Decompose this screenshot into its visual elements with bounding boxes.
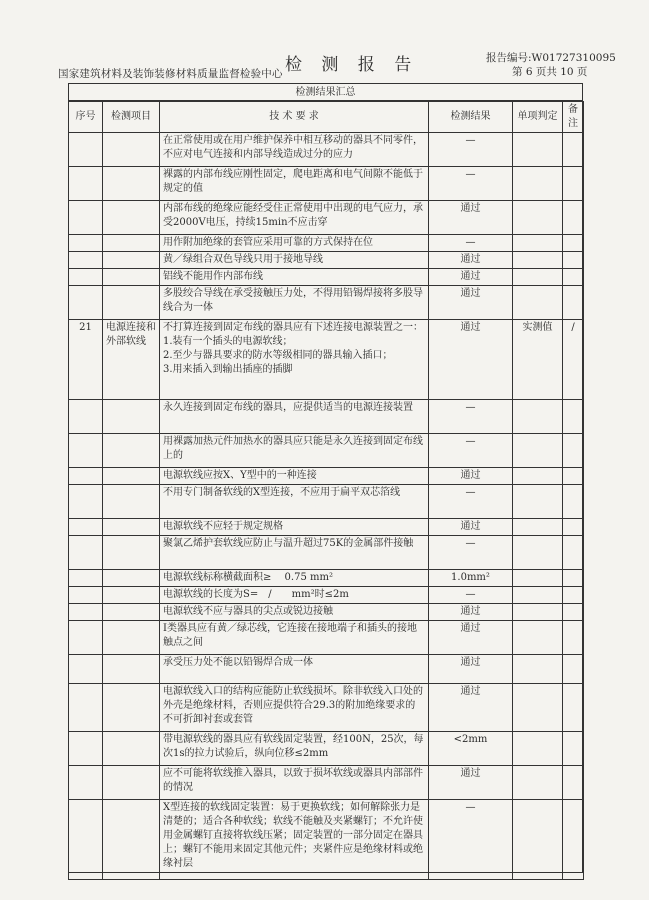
cell-result: 通过 (429, 320, 513, 400)
cell-judgement (513, 434, 563, 468)
cell-judgement (513, 468, 563, 485)
cell-requirement: Ⅰ类器具应有黄／绿芯线，它连接在接地端子和插头的接地触点之间 (160, 621, 429, 655)
cell-result: 通过 (429, 201, 513, 235)
cell-item (103, 570, 160, 587)
cell-seq (69, 133, 103, 167)
cell-note (563, 621, 584, 655)
table-row (69, 587, 584, 604)
results-table (68, 101, 584, 880)
report-number: 报告编号:W01727310095 (486, 52, 616, 64)
cell-requirement: 用作附加绝缘的套管应采用可靠的方式保持在位 (160, 235, 429, 252)
cell-judgement (513, 269, 563, 286)
cell-judgement (513, 201, 563, 235)
table-row (69, 167, 584, 201)
cell-judgement (513, 286, 563, 320)
cell-seq: 21 (69, 320, 103, 400)
organization-name: 国家建筑材料及装饰装修材料质量监督检验中心 (58, 68, 283, 80)
col-header-requirement: 技 术 要 求 (160, 102, 429, 133)
cell-item (103, 269, 160, 286)
cell-requirement: 电源软线标称横截面积≥ 0.75 mm² (160, 570, 429, 587)
cell-note (563, 286, 584, 320)
cell-seq (69, 468, 103, 485)
cell-note (563, 587, 584, 604)
table-row (69, 201, 584, 235)
cell-item (103, 286, 160, 320)
cell-item (103, 732, 160, 766)
col-header-result: 检测结果 (429, 102, 513, 133)
table-row (69, 536, 584, 570)
cell-seq (69, 286, 103, 320)
col-header-note: 备注 (563, 102, 584, 133)
cell-judgement: 实测值 (513, 320, 563, 400)
cell-note (563, 732, 584, 766)
cell-result: <2mm (429, 732, 513, 766)
cell-result: — (429, 800, 513, 880)
cell-requirement: 铝线不能用作内部布线 (160, 269, 429, 286)
cell-requirement: 电源软线的长度为S= / mm²时≤2m (160, 587, 429, 604)
cell-judgement (513, 485, 563, 519)
cell-result: — (429, 133, 513, 167)
cell-result: — (429, 167, 513, 201)
cell-note (563, 570, 584, 587)
table-row (69, 732, 584, 766)
cell-seq (69, 536, 103, 570)
col-header-item: 检测项目 (103, 102, 160, 133)
cell-result: — (429, 485, 513, 519)
table-row (69, 570, 584, 587)
cell-item (103, 621, 160, 655)
cell-seq (69, 167, 103, 201)
cell-judgement (513, 684, 563, 732)
cell-judgement (513, 655, 563, 684)
cell-note (563, 269, 584, 286)
cell-judgement (513, 252, 563, 269)
cell-requirement: 在正常使用或在用户维护保养中相互移动的器具不同零件，不应对电气连接和内部导线造成过分的应力 (160, 133, 429, 167)
table-row (69, 519, 584, 536)
cell-item (103, 684, 160, 732)
cell-seq (69, 604, 103, 621)
cell-note (563, 133, 584, 167)
cell-judgement (513, 604, 563, 621)
cell-result: 通过 (429, 286, 513, 320)
cell-item (103, 655, 160, 684)
cell-result: 通过 (429, 269, 513, 286)
cell-judgement (513, 587, 563, 604)
report-title: 检 测 报 告 (285, 55, 419, 75)
table-row (69, 468, 584, 485)
cell-item (103, 485, 160, 519)
table-row (69, 133, 584, 167)
table-row (69, 621, 584, 655)
table-row (69, 252, 584, 269)
cell-result: 通过 (429, 252, 513, 269)
cell-seq (69, 400, 103, 434)
cell-seq (69, 587, 103, 604)
cell-requirement: 电源软线不应轻于规定规格 (160, 519, 429, 536)
cell-judgement (513, 536, 563, 570)
cell-judgement (513, 400, 563, 434)
cell-seq (69, 800, 103, 880)
page-info: 第 6 页共 10 页 (512, 66, 588, 78)
cell-seq (69, 434, 103, 468)
cell-item (103, 235, 160, 252)
cell-result: 通过 (429, 519, 513, 536)
cell-seq (69, 485, 103, 519)
cell-note (563, 766, 584, 800)
cell-judgement (513, 570, 563, 587)
cell-seq (69, 766, 103, 800)
table-row (69, 604, 584, 621)
table-row (69, 800, 584, 880)
cell-judgement (513, 732, 563, 766)
cell-item (103, 468, 160, 485)
cell-result: 通过 (429, 621, 513, 655)
cell-requirement: 电源软线入口的结构应能防止软线损坏。除非软线入口处的外壳是绝缘材料，否则应提供符合29.3的附加绝缘要求的不可折卸衬套或套管 (160, 684, 429, 732)
cell-judgement (513, 800, 563, 880)
cell-note (563, 235, 584, 252)
cell-result: 1.0mm² (429, 570, 513, 587)
col-header-judgement: 单项判定 (513, 102, 563, 133)
cell-seq (69, 621, 103, 655)
cell-item (103, 604, 160, 621)
table-header-row (69, 102, 584, 133)
table-row (69, 684, 584, 732)
cell-note (563, 536, 584, 570)
cell-judgement (513, 235, 563, 252)
cell-item (103, 252, 160, 269)
cell-requirement: 用裸露加热元件加热水的器具应只能是永久连接到固定布线上的 (160, 434, 429, 468)
cell-note (563, 684, 584, 732)
cell-requirement: 应不可能将软线推入器具，以致于损坏软线或器具内部部件的情况 (160, 766, 429, 800)
cell-result: 通过 (429, 468, 513, 485)
table-row (69, 434, 584, 468)
cell-requirement: 不打算连接到固定布线的器具应有下述连接电源装置之一： 1.装有一个插头的电源软线； 2.至少与器具要求的防水等级相同的器具输入插口； 3.用来插入到输出插座的插脚 (160, 320, 429, 400)
cell-seq (69, 570, 103, 587)
cell-judgement (513, 519, 563, 536)
cell-item (103, 133, 160, 167)
cell-note: / (563, 320, 584, 400)
cell-item (103, 167, 160, 201)
cell-note (563, 800, 584, 880)
cell-requirement: 聚氯乙烯护套软线应防止与温升超过75K的金属部件接触 (160, 536, 429, 570)
cell-seq (69, 269, 103, 286)
cell-note (563, 485, 584, 519)
cell-requirement: 永久连接到固定布线的器具，应提供适当的电源连接装置 (160, 400, 429, 434)
table-row (69, 269, 584, 286)
cell-result: 通过 (429, 766, 513, 800)
cell-requirement: 裸露的内部布线应刚性固定，爬电距离和电气间隙不能低于规定的值 (160, 167, 429, 201)
cell-note (563, 400, 584, 434)
cell-requirement: 黄／绿组合双色导线只用于接地导线 (160, 252, 429, 269)
cell-requirement: 内部布线的绝缘应能经受住正常使用中出现的电气应力，承受2000V电压，持续15min不应击穿 (160, 201, 429, 235)
cell-result: — (429, 587, 513, 604)
table-row (69, 320, 584, 400)
cell-requirement: X型连接的软线固定装置：易于更换软线；如何解除张力是清楚的；适合各种软线；软线不能触及夹紧螺钉；不允许使用金属螺钉直接将软线压紧；固定装置的一部分固定在器具上；螺钉不能用来固定其他元件；夹紧件应是绝缘材料或绝缘衬层 (160, 800, 429, 880)
cell-note (563, 434, 584, 468)
table-row (69, 655, 584, 684)
cell-item: 电源连接和外部软线 (103, 320, 160, 400)
cell-judgement (513, 133, 563, 167)
cell-seq (69, 235, 103, 252)
cell-requirement: 带电源软线的器具应有软线固定装置，经100N，25次，每次1s的拉力试验后，纵向位移≤2mm (160, 732, 429, 766)
cell-result: 通过 (429, 684, 513, 732)
cell-item (103, 536, 160, 570)
cell-requirement: 电源软线应按X、Y型中的一种连接 (160, 468, 429, 485)
cell-item (103, 400, 160, 434)
cell-item (103, 434, 160, 468)
cell-seq (69, 519, 103, 536)
cell-note (563, 519, 584, 536)
table-row (69, 485, 584, 519)
cell-item (103, 587, 160, 604)
cell-note (563, 468, 584, 485)
cell-requirement: 多股绞合导线在承受接触压力处，不得用铅锡焊接将多股导线合为一体 (160, 286, 429, 320)
cell-requirement: 承受压力处不能以铅锡焊合成一体 (160, 655, 429, 684)
cell-note (563, 252, 584, 269)
cell-seq (69, 201, 103, 235)
col-header-seq: 序号 (69, 102, 103, 133)
cell-note (563, 201, 584, 235)
table-row (69, 766, 584, 800)
cell-item (103, 800, 160, 880)
table-row (69, 400, 584, 434)
cell-judgement (513, 766, 563, 800)
cell-result: — (429, 235, 513, 252)
cell-result: — (429, 400, 513, 434)
cell-item (103, 519, 160, 536)
cell-seq (69, 684, 103, 732)
cell-seq (69, 732, 103, 766)
cell-result: — (429, 434, 513, 468)
cell-requirement: 电源软线不应与器具的尖点或锐边接触 (160, 604, 429, 621)
cell-item (103, 766, 160, 800)
cell-judgement (513, 621, 563, 655)
summary-title: 检测结果汇总 (68, 84, 583, 101)
cell-seq (69, 655, 103, 684)
cell-note (563, 604, 584, 621)
cell-seq (69, 252, 103, 269)
cell-result: 通过 (429, 655, 513, 684)
cell-note (563, 655, 584, 684)
cell-note (563, 167, 584, 201)
cell-result: — (429, 536, 513, 570)
cell-judgement (513, 167, 563, 201)
cell-requirement: 不用专门制备软线的X型连接，不应用于扁平双芯箔线 (160, 485, 429, 519)
cell-result: 通过 (429, 604, 513, 621)
cell-item (103, 201, 160, 235)
table-row (69, 286, 584, 320)
table-row (69, 235, 584, 252)
